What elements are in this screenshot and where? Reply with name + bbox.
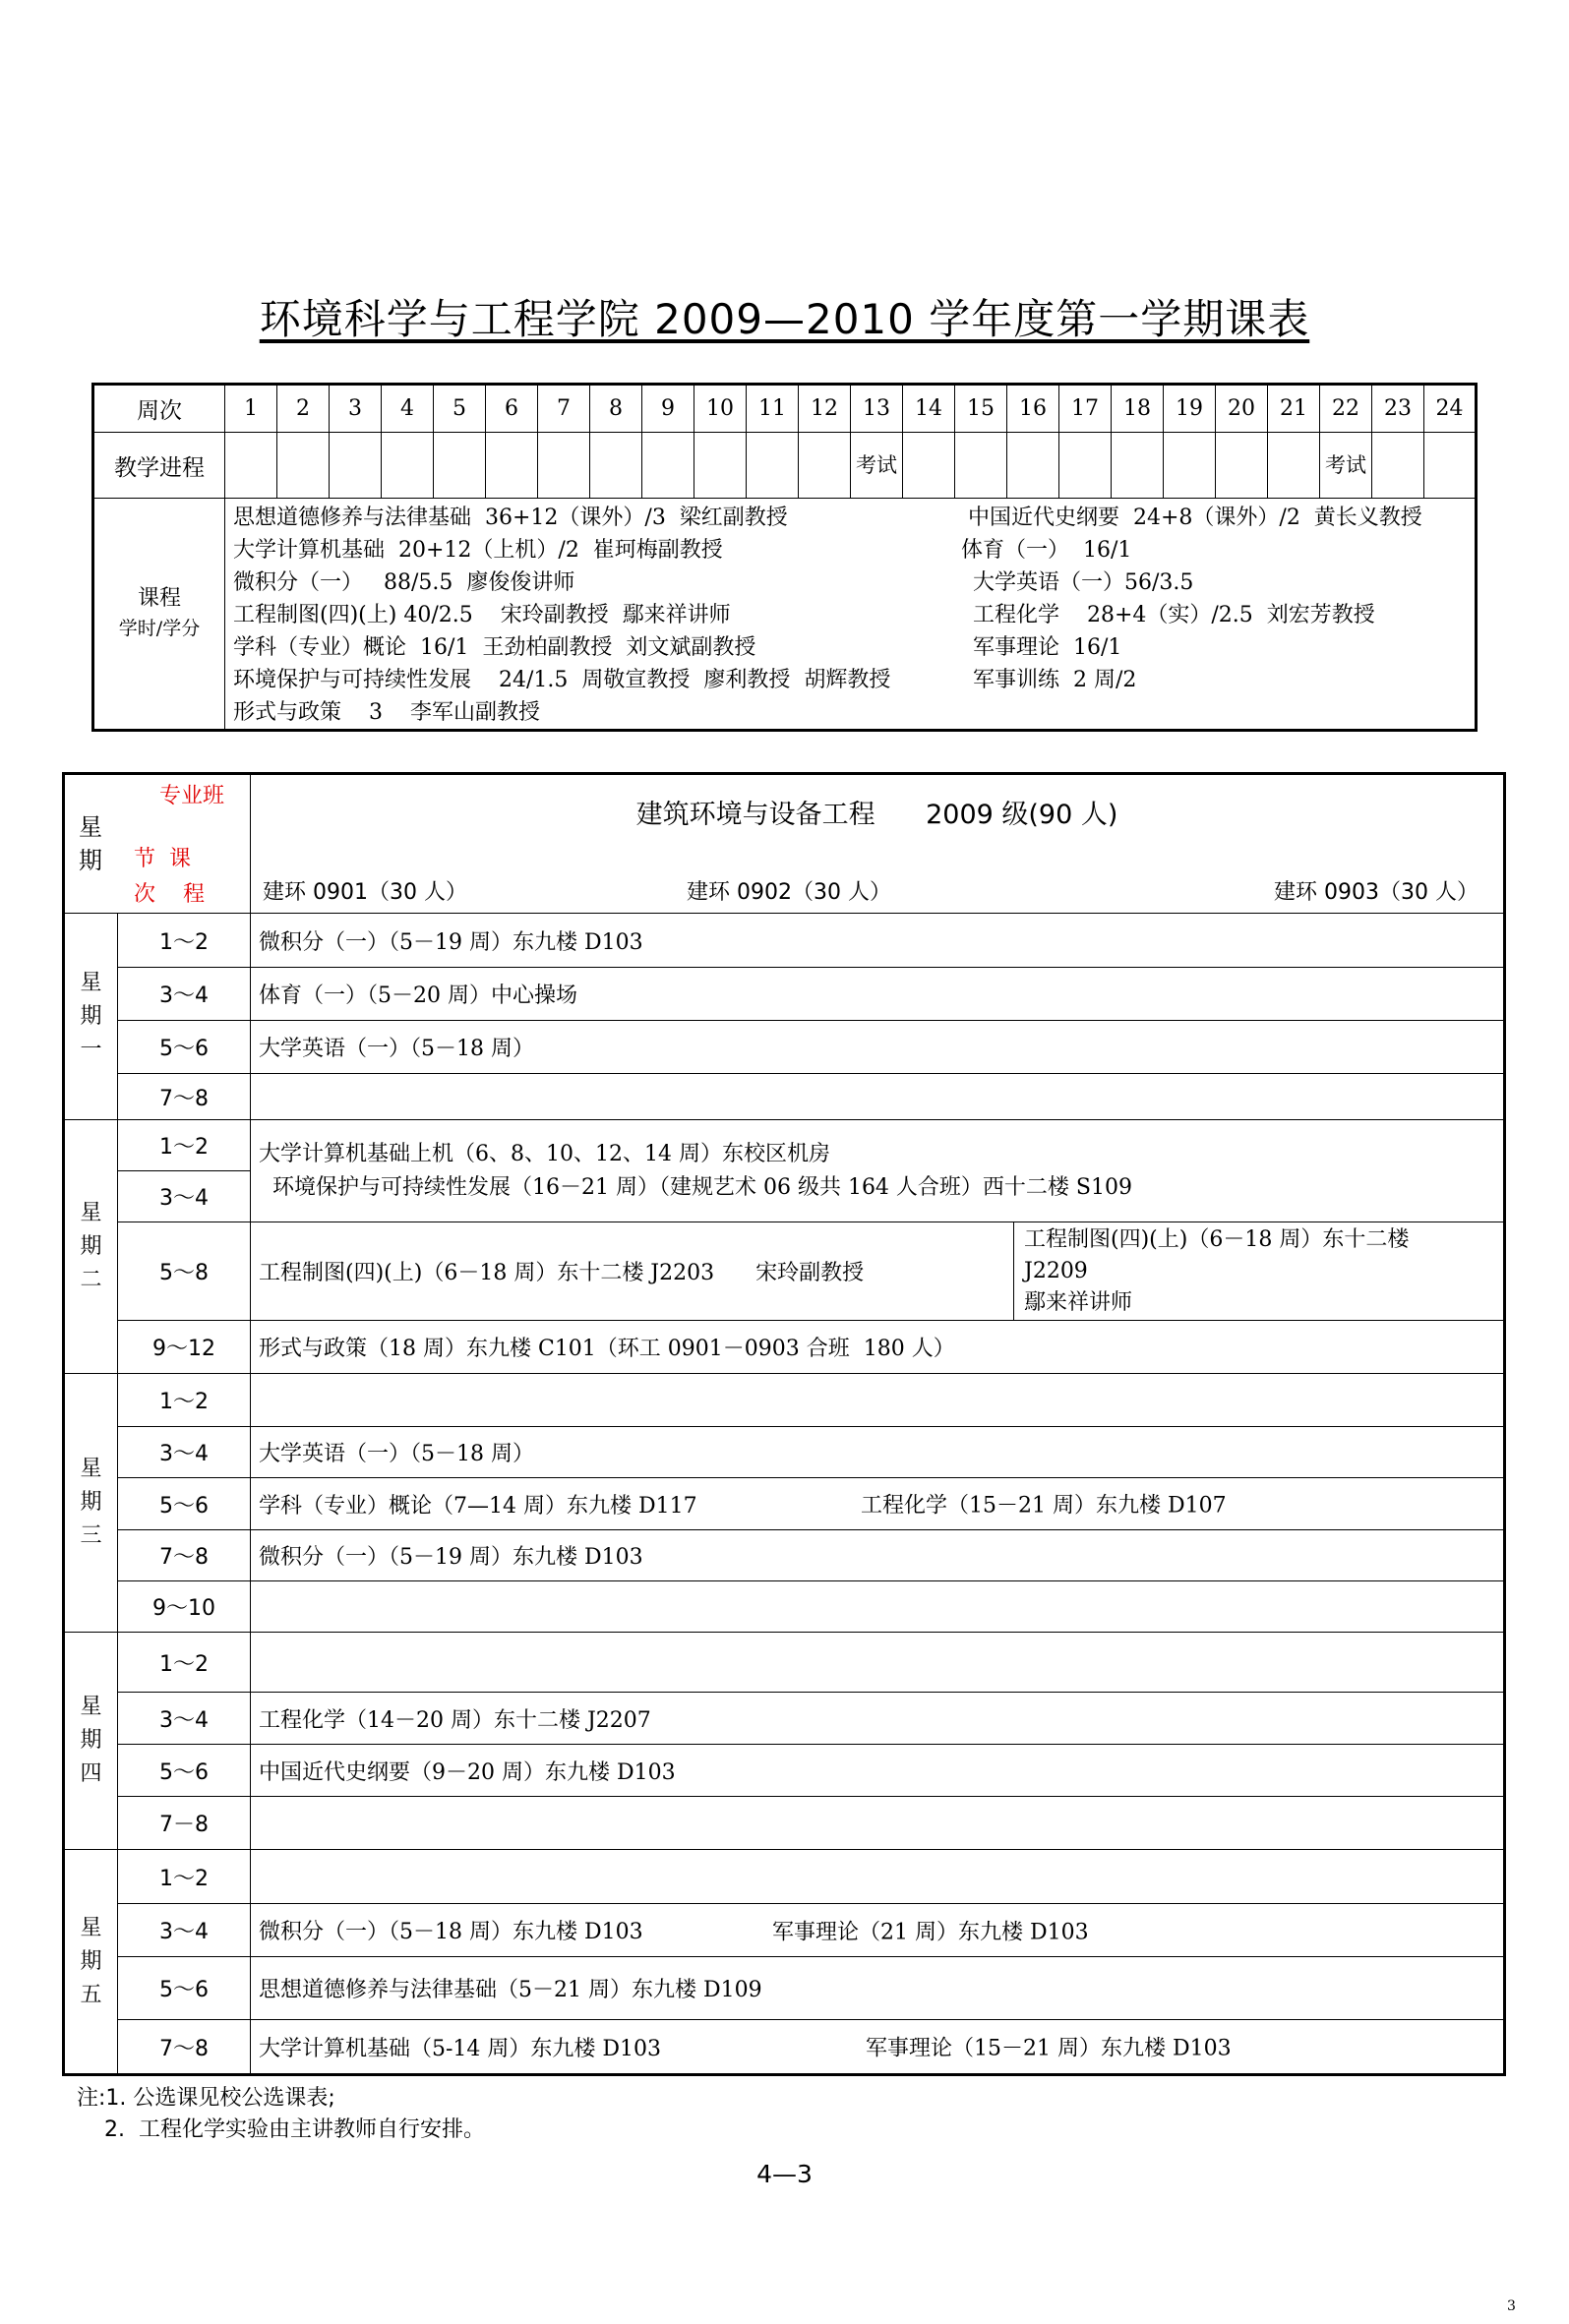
week-number: 7 (538, 385, 590, 433)
period-cell: 5～6 (118, 1478, 251, 1530)
course-entry: 形式与政策 3 李军山副教授 (233, 700, 540, 725)
course-cell: 大学英语（一）（5－18 周） (251, 1427, 1505, 1478)
period-cell: 1～2 (118, 1120, 251, 1171)
course-cell: 体育（一）（5－20 周）中心操场 (251, 968, 1505, 1021)
course-entry: 工程化学 28+4（实）/2.5 刘宏芳教授 (973, 603, 1375, 627)
footnote: 注:1. 公选课见校公选课表; (77, 2086, 335, 2111)
table-row (64, 1957, 1505, 2020)
period-cell: 7～8 (118, 1074, 251, 1120)
progress-label: 教学进程 (93, 433, 225, 499)
course-entry: 思想道德修养与法律基础 36+12（课外）/3 梁红副教授 (233, 506, 788, 530)
course-cell: 形式与政策（18 周）东九楼 C101（环工 0901－0903 合班 180 人） (251, 1321, 1505, 1374)
class-name: 建环 0901（30 人） (263, 880, 467, 905)
course-cell: 微积分（一）（5－19 周）东九楼 D103 (251, 914, 1505, 968)
exam-mark: 考试 (851, 433, 903, 499)
period-cell: 9～12 (118, 1321, 251, 1374)
course-cell: 微积分（一）（5－19 周）东九楼 D103 (251, 1530, 1505, 1581)
week-number: 13 (851, 385, 903, 433)
course-list-cell (225, 499, 1477, 731)
table-row (64, 1850, 1505, 1904)
table-row (64, 1745, 1505, 1797)
weekday-thursday: 星期四 (64, 1633, 118, 1850)
week-label: 周次 (93, 385, 225, 433)
week-number: 5 (434, 385, 486, 433)
weekday-tuesday: 星期二 (64, 1120, 118, 1374)
week-number: 15 (955, 385, 1007, 433)
weekly-schedule-table (62, 772, 1506, 2076)
class-name: 建环 0902（30 人） (687, 880, 891, 905)
period-cell: 5～8 (118, 1222, 251, 1321)
course-cell: 工程制图(四)(上)（6－18 周）东十二楼 J2209 鄢来祥讲师 (1014, 1222, 1505, 1321)
course-sub-label: 学时/学分 (118, 618, 201, 639)
page-title: 环境科学与工程学院 2009—2010 学年度第一学期课表 (259, 295, 1310, 343)
corner-session: 次 程 (134, 882, 205, 907)
course-cell: 工程制图(四)(上)（6－18 周）东十二楼 J2203 宋玲副教授 (251, 1222, 1014, 1321)
course-entry: 军事理论 16/1 (973, 635, 1122, 660)
week-number: 14 (903, 385, 955, 433)
course-entry: 体育（一） 16/1 (961, 538, 1132, 563)
period-cell: 7～8 (118, 1530, 251, 1581)
corner-cell (64, 774, 251, 914)
table-row (64, 1222, 1505, 1321)
course-cell: 大学计算机基础上机（6、8、10、12、14 周）东校区机房 环境保护与可持续性发展（16－21 周）（建规艺术 06 级共 164 人合班）西十二楼 S109 (251, 1120, 1505, 1222)
course-cell: 中国近代史纲要（9－20 周）东九楼 D103 (251, 1745, 1505, 1797)
period-cell: 1～2 (118, 1850, 251, 1904)
week-number: 20 (1216, 385, 1268, 433)
week-number: 22 (1320, 385, 1372, 433)
week-number: 11 (747, 385, 799, 433)
period-cell: 3～4 (118, 1171, 251, 1222)
course-entry: 中国近代史纲要 24+8（课外）/2 黄长义教授 (968, 506, 1422, 530)
weekday-friday: 星期五 (64, 1850, 118, 2075)
course-entry: 大学计算机基础 20+12（上机）/2 崔珂梅副教授 (233, 538, 723, 563)
table-row (64, 1427, 1505, 1478)
table-row (64, 1374, 1505, 1427)
table-row (64, 1530, 1505, 1581)
week-number: 4 (382, 385, 434, 433)
page-number: 4—3 (756, 2160, 813, 2188)
table-row (64, 1904, 1505, 1957)
period-cell: 3～4 (118, 968, 251, 1021)
corner-major: 专业班 (159, 784, 225, 808)
course-label: 课程 (137, 586, 181, 611)
schedule-header-row (64, 774, 1505, 914)
table-row (64, 1120, 1505, 1171)
footnotes (77, 2083, 485, 2146)
course-entry: 大学英语（一）56/3.5 (973, 570, 1194, 595)
course-cell: 微积分（一）（5－18 周）东九楼 D103 军事理论（21 周）东九楼 D103 (251, 1904, 1505, 1957)
table-row (64, 1074, 1505, 1120)
period-cell: 5～6 (118, 1021, 251, 1074)
course-cell (251, 1633, 1505, 1693)
course-cell (251, 1374, 1505, 1427)
table-row (64, 1797, 1505, 1850)
course-cell (251, 1074, 1505, 1120)
course-entry: 工程制图(四)(上) 40/2.5 宋玲副教授 鄢来祥讲师 (233, 603, 731, 627)
course-row (93, 499, 1477, 731)
corner-weekday: 星期 (79, 813, 102, 874)
week-number: 10 (694, 385, 747, 433)
weekday-monday: 星期一 (64, 914, 118, 1120)
table-row (64, 914, 1505, 968)
week-row (93, 385, 1477, 433)
week-number: 8 (590, 385, 642, 433)
exam-mark: 考试 (1320, 433, 1372, 499)
week-number: 2 (277, 385, 330, 433)
period-cell: 5～6 (118, 1957, 251, 2020)
progress-row (93, 433, 1477, 499)
table-row (64, 1478, 1505, 1530)
course-label-cell (93, 499, 225, 731)
week-number: 18 (1112, 385, 1164, 433)
course-cell: 思想道德修养与法律基础（5－21 周）东九楼 D109 (251, 1957, 1505, 2020)
course-cell: 学科（专业）概论（7—14 周）东九楼 D117 工程化学（15－21 周）东九楼 D107 (251, 1478, 1505, 1530)
week-number: 24 (1424, 385, 1477, 433)
table-row (64, 2020, 1505, 2075)
weekday-wednesday: 星期三 (64, 1374, 118, 1633)
period-cell: 9～10 (118, 1581, 251, 1633)
week-number: 6 (486, 385, 538, 433)
week-number: 21 (1268, 385, 1320, 433)
class-name: 建环 0903（30 人） (1274, 880, 1478, 905)
course-cell (251, 1850, 1505, 1904)
table-row (64, 1633, 1505, 1693)
week-number: 16 (1007, 385, 1059, 433)
corner-page-number: 3 (1507, 2298, 1516, 2314)
period-cell: 1～2 (118, 1374, 251, 1427)
period-cell: 7～8 (118, 2020, 251, 2075)
course-entry: 军事训练 2 周/2 (973, 668, 1137, 692)
period-cell: 3～4 (118, 1904, 251, 1957)
week-number: 17 (1059, 385, 1112, 433)
course-entry: 学科（专业）概论 16/1 王劲柏副教授 刘文斌副教授 (233, 635, 756, 660)
period-cell: 1～2 (118, 1633, 251, 1693)
course-entry: 环境保护与可持续性发展 24/1.5 周敬宣教授 廖利教授 胡辉教授 (233, 668, 891, 692)
table-row (64, 1321, 1505, 1374)
course-cell: 工程化学（14－20 周）东十二楼 J2207 (251, 1693, 1505, 1745)
week-number: 1 (225, 385, 277, 433)
course-cell: 大学计算机基础（5-14 周）东九楼 D103 军事理论（15－21 周）东九楼 D103 (251, 2020, 1505, 2075)
period-cell: 3～4 (118, 1693, 251, 1745)
corner-session: 节 课 (134, 847, 191, 871)
week-number: 19 (1164, 385, 1216, 433)
course-entry: 微积分（一） 88/5.5 廖俊俊讲师 (233, 570, 575, 595)
course-cell (251, 1581, 1505, 1633)
week-number: 23 (1372, 385, 1424, 433)
table-row (64, 1021, 1505, 1074)
table-row (64, 968, 1505, 1021)
major-header-cell (251, 774, 1505, 914)
table-row (64, 1693, 1505, 1745)
footnote: 2. 工程化学实验由主讲教师自行安排。 (77, 2117, 485, 2142)
teaching-plan-table (91, 383, 1478, 732)
week-number: 3 (330, 385, 382, 433)
table-row (64, 1581, 1505, 1633)
period-cell: 7－8 (118, 1797, 251, 1850)
period-cell: 3～4 (118, 1427, 251, 1478)
major-title: 建筑环境与设备工程 2009 级(90 人) (635, 800, 1118, 830)
week-number: 12 (799, 385, 851, 433)
period-cell: 5～6 (118, 1745, 251, 1797)
period-cell: 1～2 (118, 914, 251, 968)
course-cell (251, 1797, 1505, 1850)
course-cell: 大学英语（一）（5－18 周） (251, 1021, 1505, 1074)
week-number: 9 (642, 385, 694, 433)
